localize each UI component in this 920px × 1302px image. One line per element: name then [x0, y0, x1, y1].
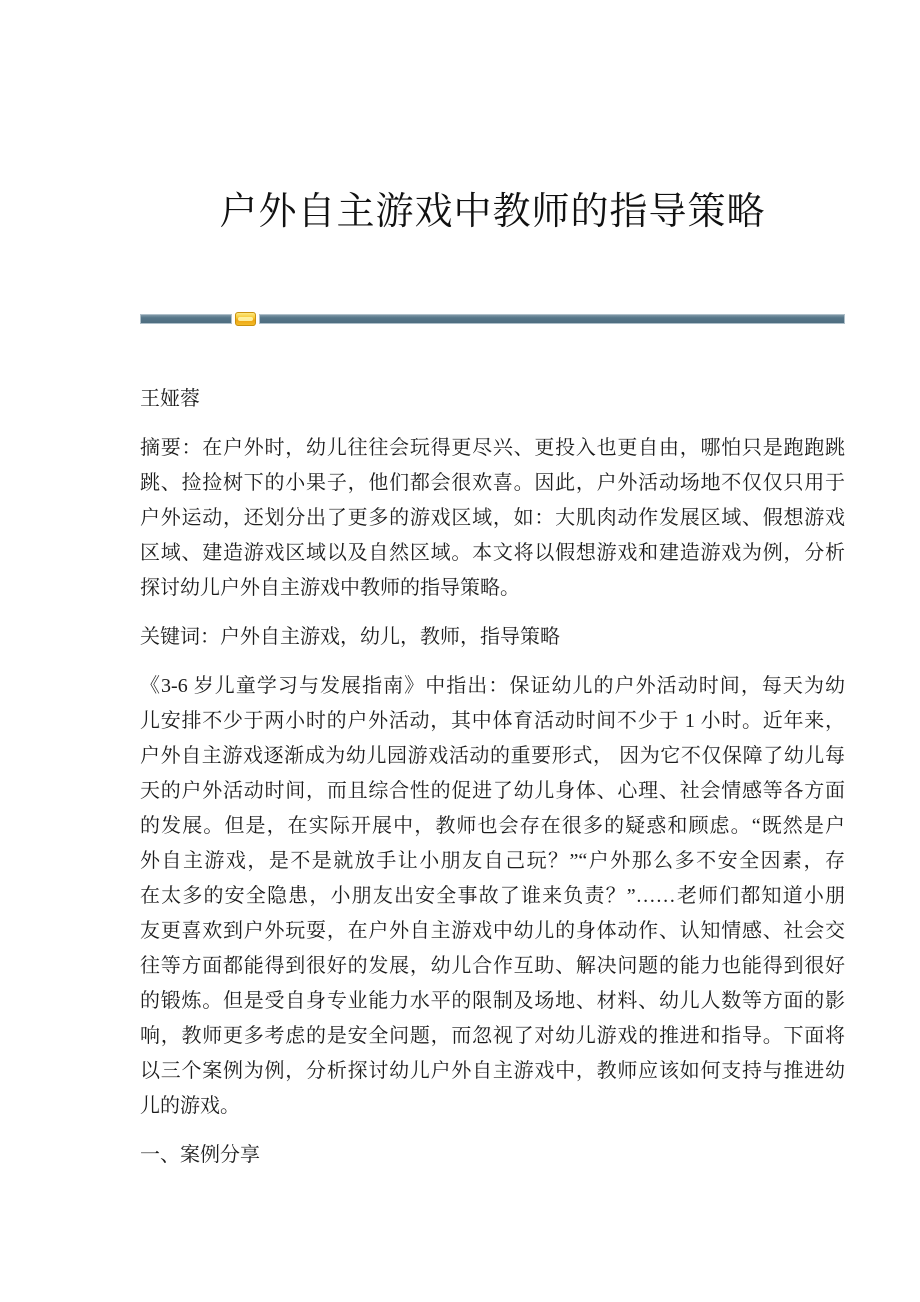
text-line: 探讨幼儿户外自主游戏中教师的指导策略。	[140, 577, 520, 599]
text-line: 响，教师更多考虑的是安全问题，而忽视了对幼儿游戏的推进和指导。下面将	[140, 1025, 845, 1047]
text-line: 摘要：在户外时，幼儿往往会玩得更尽兴、更投入也更自由，哪怕只是跑跑跳	[140, 437, 845, 459]
divider-bar-left	[140, 314, 232, 324]
text-line: 的锻炼。但是受自身专业能力水平的限制及场地、材料、幼儿人数等方面的影	[140, 990, 845, 1012]
decorative-divider	[140, 310, 845, 328]
text-line: 区域、建造游戏区域以及自然区域。本文将以假想游戏和建造游戏为例，分析	[140, 542, 845, 564]
divider-bar-right	[259, 314, 845, 324]
text-line: 友更喜欢到户外玩耍，在户外自主游戏中幼儿的身体动作、认知情感、社会交	[140, 920, 845, 942]
text-line: 天的户外活动时间，而且综合性的促进了幼儿身体、心理、社会情感等各方面	[140, 780, 845, 802]
text-line: 儿安排不少于两小时的户外活动，其中体育活动时间不少于 1 小时。近年来，	[140, 710, 845, 732]
abstract-paragraph	[140, 431, 845, 606]
page-title: 户外自主游戏中教师的指导策略	[219, 191, 766, 233]
text-line: 儿的游戏。	[140, 1095, 240, 1117]
keywords-line: 关键词：户外自主游戏，幼儿，教师，指导策略	[140, 626, 560, 648]
envelope-icon	[235, 312, 256, 326]
section-heading: 一、案例分享	[140, 1144, 260, 1166]
author-name: 王娅蓉	[140, 388, 200, 410]
body-paragraph	[140, 669, 845, 1124]
text-line: 在太多的安全隐患，小朋友出安全事故了谁来负责？”……老师们都知道小朋	[140, 885, 845, 907]
text-line: 户外运动，还划分出了更多的游戏区域，如：大肌肉动作发展区域、假想游戏	[140, 507, 845, 529]
text-line: 以三个案例为例，分析探讨幼儿户外自主游戏中，教师应该如何支持与推进幼	[140, 1060, 845, 1082]
text-line: 户外自主游戏逐渐成为幼儿园游戏活动的重要形式， 因为它不仅保障了幼儿每	[140, 745, 845, 767]
text-line: 《3-6 岁儿童学习与发展指南》中指出：保证幼儿的户外活动时间，每天为幼	[140, 675, 845, 697]
text-line: 的发展。但是，在实际开展中，教师也会存在很多的疑惑和顾虑。“既然是户	[140, 815, 845, 837]
text-line: 外自主游戏，是不是就放手让小朋友自己玩？”“户外那么多不安全因素，存	[140, 850, 845, 872]
text-line: 跳、捡捡树下的小果子，他们都会很欢喜。因此，户外活动场地不仅仅只用于	[140, 472, 845, 494]
text-line: 往等方面都能得到很好的发展，幼儿合作互助、解决问题的能力也能得到很好	[140, 955, 845, 977]
